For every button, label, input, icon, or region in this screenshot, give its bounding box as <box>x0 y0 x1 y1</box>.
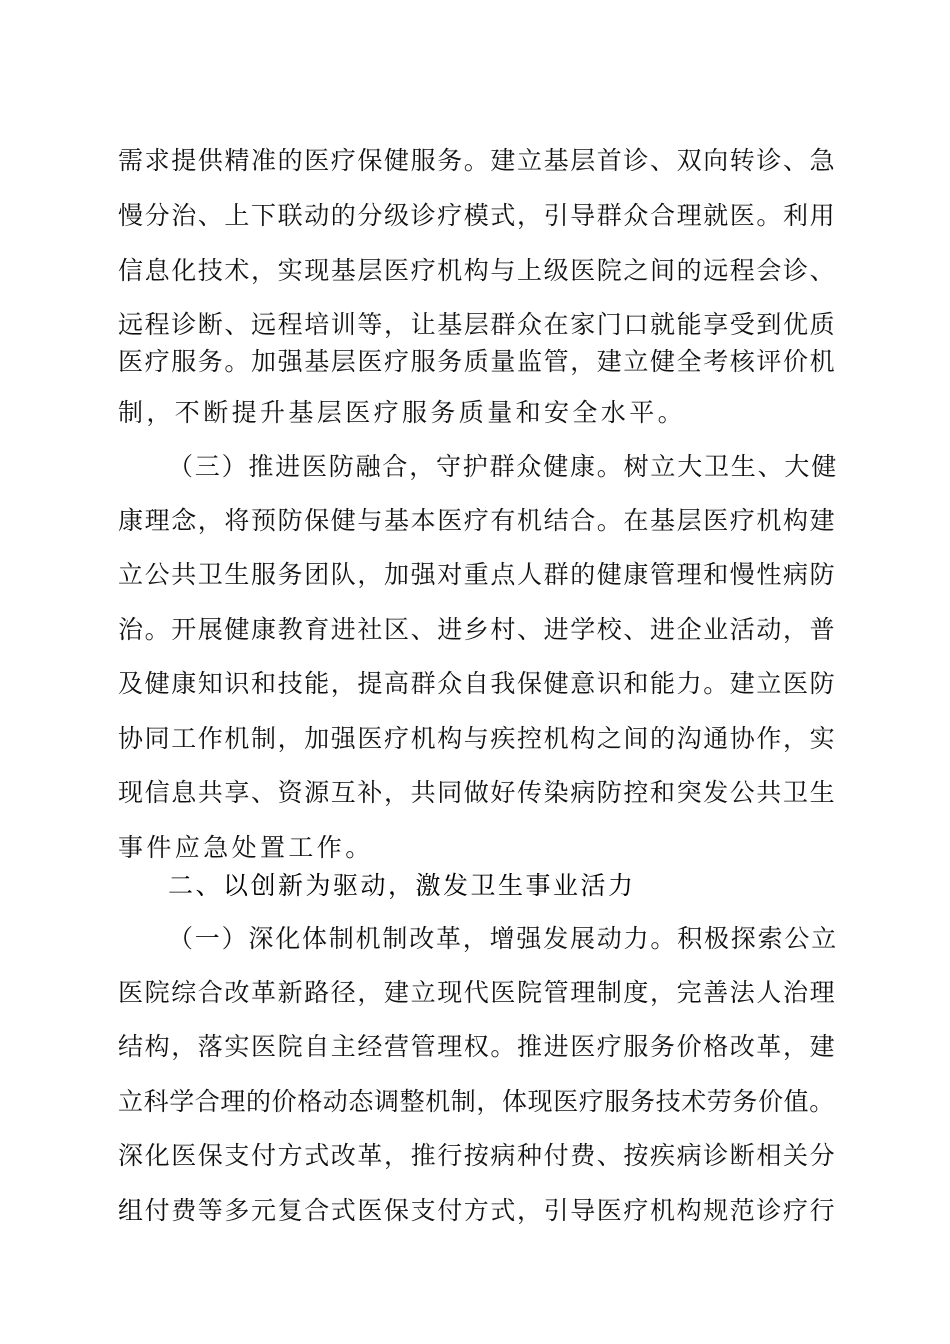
paragraph-line-14: 事件应急处置工作。 <box>118 833 374 862</box>
paragraph-line-17: 结构，落实医院自主经营管理权。推进医疗服务价格改革，建 <box>118 1032 837 1061</box>
paragraph-line-20: 组付费等多元复合式医保支付方式，引导医疗机构规范诊疗行 <box>118 1196 837 1225</box>
paragraph-line-11: 及健康知识和技能，提高群众自我保健意识和能力。建立医防 <box>118 669 837 698</box>
paragraph-line-13: 现信息共享、资源互补，共同做好传染病防控和突发公共卫生 <box>118 778 837 807</box>
paragraph-line-7: （三）推进医防融合，守护群众健康。树立大卫生、大健 <box>168 452 839 481</box>
paragraph-line-18: 立科学合理的价格动态调整机制，体现医疗服务技术劳务价值。 <box>118 1087 835 1116</box>
paragraph-line-2: 慢分治、上下联动的分级诊疗模式，引导群众合理就医。利用 <box>118 201 837 230</box>
paragraph-line-19: 深化医保支付方式改革，推行按病种付费、按疾病诊断相关分 <box>118 1141 837 1170</box>
paragraph-line-15: （一）深化体制机制改革，增强发展动力。积极探索公立 <box>168 924 839 953</box>
paragraph-line-1: 需求提供精准的医疗保健服务。建立基层首诊、双向转诊、急 <box>118 146 837 175</box>
section-heading: 二、以创新为驱动，激发卫生事业活力 <box>168 871 636 900</box>
paragraph-line-10: 治。开展健康教育进社区、进乡村、进学校、进企业活动，普 <box>118 615 837 644</box>
paragraph-line-3: 信息化技术，实现基层医疗机构与上级医院之间的远程会诊、 <box>118 256 837 285</box>
paragraph-line-5: 医疗服务。加强基层医疗服务质量监管，建立健全考核评价机 <box>118 347 837 376</box>
paragraph-line-16: 医院综合改革新路径，建立现代医院管理制度，完善法人治理 <box>118 978 837 1007</box>
paragraph-line-9: 立公共卫生服务团队，加强对重点人群的健康管理和慢性病防 <box>118 560 837 589</box>
paragraph-line-6: 制，不断提升基层医疗服务质量和安全水平。 <box>118 398 687 427</box>
paragraph-line-12: 协同工作机制，加强医疗机构与疾控机构之间的沟通协作，实 <box>118 724 837 753</box>
paragraph-line-8: 康理念，将预防保健与基本医疗有机结合。在基层医疗机构建 <box>118 506 837 535</box>
paragraph-line-4: 远程诊断、远程培训等，让基层群众在家门口就能享受到优质 <box>118 310 837 339</box>
